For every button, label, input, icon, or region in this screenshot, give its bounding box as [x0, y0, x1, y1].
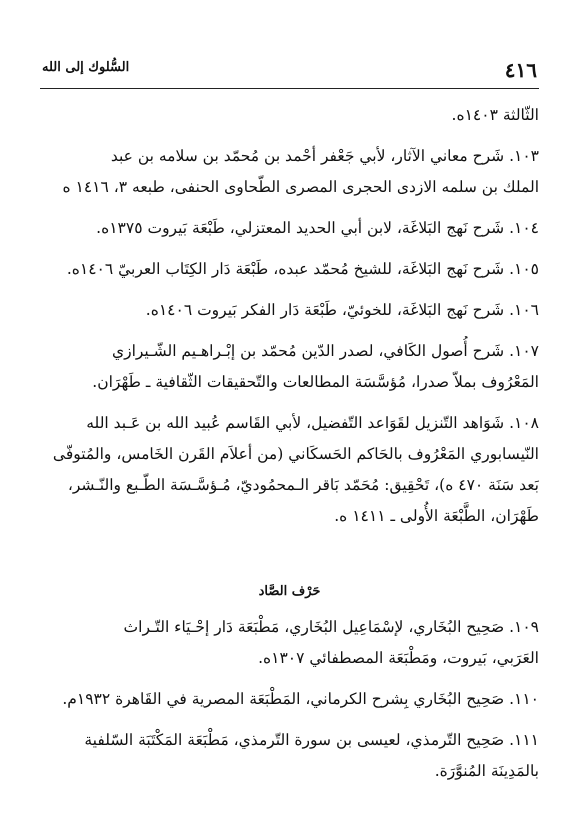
bibliography-line: ١١٠. صَحِيح البُخَاري بِشرح الكرماني، المَطْبَعَة المصرية في القَاهرة ١٩٣٢م. — [62, 690, 539, 708]
bibliography-line: بَعد سَنَة ٤٧٠ ه)، تَحْقِيق: مُحَمّد بَاقر الـمحمُوديّ، مُـؤسَّـسَة الطّـبع والنّـشر، — [67, 476, 539, 494]
bibliography-line: ١١١. صَحِيح التّرمذي، لعيسى بن سورة التّرمذي، مَطْبَعَة المَكْتَبَة السّلفية — [84, 731, 539, 749]
bibliography-line: ١٠٤. شَرح نَهج البَلاغَة، لابن أبي الحديد المعتزلي، طَبْعَة بَيروت ١٣٧٥ه. — [96, 219, 539, 237]
bibliography-line: ١٠٥. شَرح نَهج البَلاغَة، للشيخ مُحمّد عبده، طَبْعَة دَار الكِتَاب العربيّ ١٤٠٦ه. — [66, 260, 539, 278]
bibliography-body — [40, 100, 539, 787]
page-header — [40, 58, 539, 89]
page-number: ٤١٦ — [504, 58, 537, 82]
bibliography-line: الملك بن سلمه الازدى الحجرى المصرى الطّحاوى الحنفى، طبعه ٣، ١٤١٦ ه — [62, 178, 539, 196]
running-title: السُّلوك إلى الله — [42, 60, 130, 75]
bibliography-line: ١٠٧. شَرح أُصول الكَافي، لصدر الدّين مُحمّد بن إبْـراهـيم الشّـيرازي — [111, 342, 539, 360]
section-heading: حَرْف الصَّاد — [258, 584, 321, 599]
entries-before-section — [40, 100, 539, 532]
bibliography-line: ١٠٣. شَرح معاني الآثار، لأبي جَعْفر أحْمد بن مُحمّد بن سلامه بن عبد — [110, 147, 539, 165]
bibliography-line: ١٠٨. شَوَاهد التّنزيل لقَوَاعد التّفضيل، لأبي القَاسم عُبيد الله بن عَـبد الله — [86, 414, 539, 432]
bibliography-line: طَهْرَان، الطَّبْعَة الأُولى ـ ١٤١١ ه. — [334, 507, 539, 525]
bibliography-line: العَرَبي، بَيروت، ومَطْبَعَة المصطفائي ١٣٠٧ه. — [258, 649, 539, 667]
bibliography-line: بالمَدِينَة المُنوَّرَة. — [434, 762, 539, 780]
entries-after-section — [40, 612, 539, 787]
bibliography-line: ١٠٦. شَرح نَهج البَلاغَة، للخوئيّ، طَبْعَة دَار الفكر بَيروت ١٤٠٦ه. — [145, 301, 539, 319]
bibliography-line: ١٠٩. صَحِيح البُخَاري، لإسْمَاعِيل البُخَاري، مَطْبَعَة دَار إحْـيَاء التّـراث — [123, 618, 539, 636]
bibliography-line: النّيسابوري المَعْرُوف بالحَاكم الحَسكَاني (من أعلاَم القَرن الخَامس، والمُتوفّى — [52, 445, 539, 463]
bibliography-line: المَعْرُوف بملاّ صدرا، مُؤسَّسَة المطالعات والتّحقيقات الثّقافية ـ طَهْرَان. — [92, 373, 539, 391]
bibliography-line: الثّالثة ١٤٠٣ه. — [451, 106, 539, 124]
